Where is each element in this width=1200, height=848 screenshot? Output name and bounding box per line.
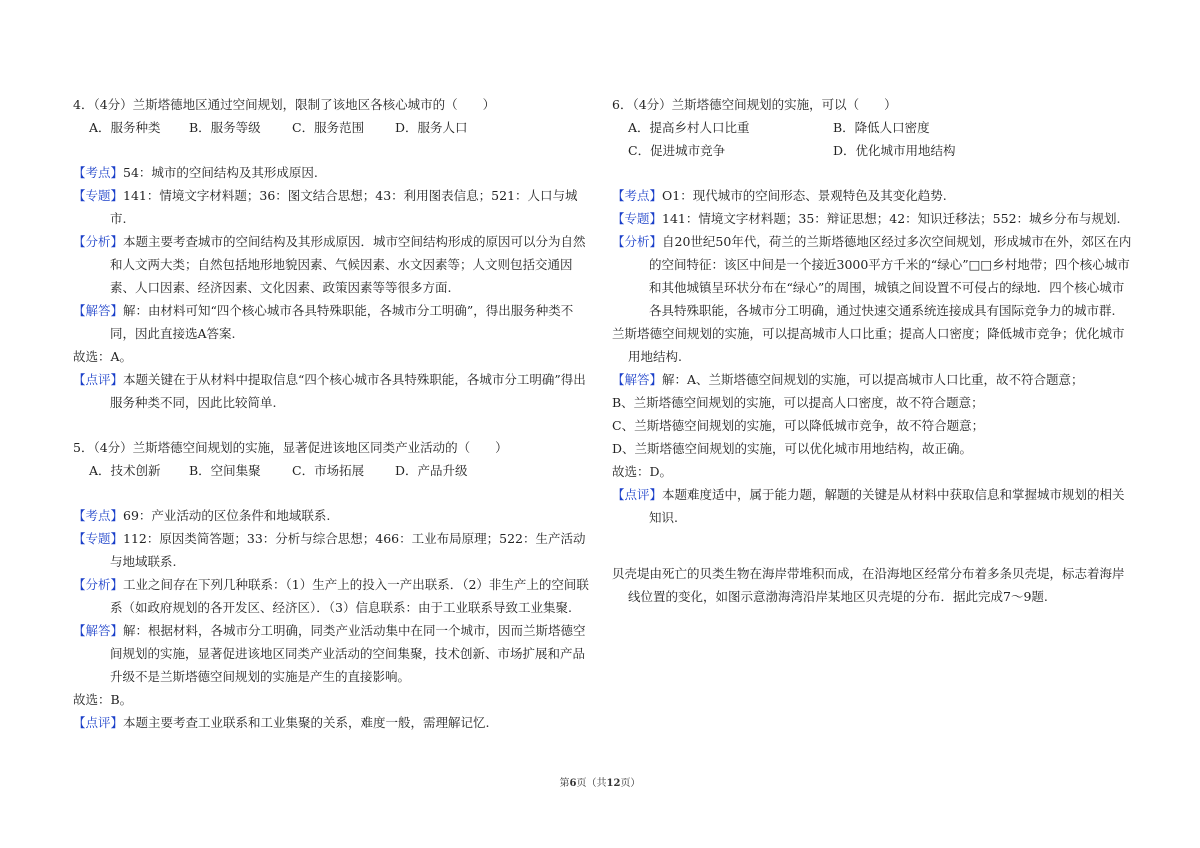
option-a: A．服务种类 <box>89 120 161 135</box>
zhuanti-tag: 【专题】 <box>73 531 124 546</box>
question-text: 4．（4分）兰斯塔德地区通过空间规划，限制了该地区各核心城市的（ ） <box>73 97 496 112</box>
dianping-tag: 【点评】 <box>73 372 124 387</box>
option-c: C．市场拓展 <box>292 463 365 478</box>
question-5 <box>73 436 593 734</box>
options-row-1 <box>612 116 1132 139</box>
fenxi-text: 本题主要考查城市的空间结构及其形成原因．城市空间结构形成的原因可以分为自然和人文两大类；自然包括地形地貌因素、气候因素、水文因素等；人文则包括交通因素、人口因素、经济因素、文化因素、政策因素等等很多方面. <box>110 234 586 295</box>
left-column <box>73 93 593 734</box>
jieda-tag: 【解答】 <box>612 372 663 387</box>
question-text: 6．（4分）兰斯塔德空间规划的实施，可以（ ） <box>612 97 897 112</box>
option-b: B．服务等级 <box>189 120 261 135</box>
zhuanti-tag: 【专题】 <box>612 211 663 226</box>
kaodian-text: O1：现代城市的空间形态、景观特色及其变化趋势. <box>662 188 947 203</box>
kaodian <box>612 184 1132 207</box>
options-row-2 <box>612 139 1132 162</box>
options <box>73 116 593 139</box>
question-4 <box>73 93 593 414</box>
page-footer <box>0 774 1200 789</box>
fenxi-extra: 兰斯塔德空间规划的实施，可以提高城市人口比重；提高人口密度；降低城市竞争；优化城市用地结构. <box>612 326 1125 364</box>
jieda-text: 解：根据材料，各城市分工明确，同类产业活动集中在同一个城市，因而兰斯塔德空间规划的实施，显著促进该地区同类产业活动的空间集聚，技术创新、市场扩展和产品升级不是兰斯塔德空间规划的实施是产生的直接影响。 <box>110 623 586 684</box>
answer: 故选：D。 <box>612 464 673 479</box>
zhuanti-tag: 【专题】 <box>73 188 124 203</box>
kaodian-text: 54：城市的空间结构及其形成原因. <box>123 165 318 180</box>
jieda <box>612 368 1132 391</box>
fenxi-tag: 【分析】 <box>612 234 663 249</box>
jieda-d: D、兰斯塔德空间规划的实施，可以优化城市用地结构，故正确。 <box>612 441 973 456</box>
kaodian-tag: 【考点】 <box>73 508 124 523</box>
jieda-b: B、兰斯塔德空间规划的实施，可以提高人口密度，故不符合题意； <box>612 395 984 410</box>
option-b: B．空间集聚 <box>189 463 261 478</box>
kaodian-text: 69：产业活动的区位条件和地域联系. <box>123 508 331 523</box>
option-d: D．优化城市用地结构 <box>833 143 956 158</box>
zhuanti <box>73 527 593 573</box>
fenxi-tag: 【分析】 <box>73 577 124 592</box>
kaodian-tag: 【考点】 <box>612 188 663 203</box>
dianping-tag: 【点评】 <box>612 487 663 502</box>
footer-middle: 页（共 <box>576 778 607 789</box>
footer-prefix: 第 <box>559 778 570 789</box>
jieda-tag: 【解答】 <box>73 623 124 638</box>
passage-intro: 贝壳堤由死亡的贝类生物在海岸带堆积而成，在沿海地区经常分布着多条贝壳堤，标志着海岸线位置的变化，如图示意渤海湾沿岸某地区贝壳堤的分布．据此完成7～9题. <box>612 566 1125 604</box>
zhuanti-text: 141：情境文字材料题；36：图文结合思想；43：利用图表信息；521：人口与城市. <box>110 188 578 226</box>
jieda <box>73 299 593 345</box>
option-d: D．产品升级 <box>395 463 468 478</box>
dianping-text: 本题主要考查工业联系和工业集聚的关系，难度一般，需理解记忆. <box>123 715 490 730</box>
fenxi <box>73 230 593 299</box>
option-d: D．服务人口 <box>395 120 468 135</box>
fenxi <box>73 573 593 619</box>
dianping-tag: 【点评】 <box>73 715 124 730</box>
dianping-text: 本题难度适中，属于能力题，解题的关键是从材料中获取信息和掌握城市规划的相关知识. <box>649 487 1125 525</box>
option-c: C．促进城市竞争 <box>628 143 726 158</box>
jieda-c: C、兰斯塔德空间规划的实施，可以降低城市竞争，故不符合题意； <box>612 418 985 433</box>
dianping <box>612 483 1132 529</box>
fenxi <box>612 230 1132 322</box>
jieda-text: 解：由材料可知“四个核心城市各具特殊职能，各城市分工明确”，得出服务种类不同，因此直接选A答案. <box>110 303 574 341</box>
right-column <box>612 93 1132 608</box>
jieda <box>73 619 593 688</box>
dianping-text: 本题关键在于从材料中提取信息“四个核心城市各具特殊职能，各城市分工明确”得出服务种类不同，因此比较简单. <box>110 372 586 410</box>
zhuanti-text: 112：原因类简答题；33：分析与综合思想；466：工业布局原理；522：生产活动与地域联系. <box>110 531 586 569</box>
option-c: C．服务范围 <box>292 120 365 135</box>
zhuanti-text: 141：情境文字材料题；35：辩证思想；42：知识迁移法；552：城乡分布与规划. <box>662 211 1121 226</box>
fenxi-text: 自20世纪50年代，荷兰的兰斯塔德地区经过多次空间规划，形成城市在外，郊区在内的空间特征：该区中间是一个接近3000平方千米的“绿心”□□乡村地带；四个核心城市和其他城镇呈环状分布在“绿心”的周围，城镇之间设置不可侵占的绿地．四个核心城市各具特殊职能，各城市分工明确，通过快速交通系统连接成具有国际竞争力的城市群. <box>649 234 1132 318</box>
question-6 <box>612 93 1132 529</box>
zhuanti <box>73 184 593 230</box>
zhuanti <box>612 207 1132 230</box>
page-number: 6 <box>569 778 577 789</box>
fenxi-tag: 【分析】 <box>73 234 124 249</box>
option-a: A．提高乡村人口比重 <box>628 120 750 135</box>
dianping <box>73 368 593 414</box>
jieda-text: 解：A、兰斯塔德空间规划的实施，可以提高城市人口比重，故不符合题意； <box>662 372 1084 387</box>
dianping <box>73 711 593 734</box>
question-text: 5．（4分）兰斯塔德空间规划的实施，显著促进该地区同类产业活动的（ ） <box>73 440 508 455</box>
fenxi-text: 工业之间存在下列几种联系：（1）生产上的投入一产出联系．（2）非生产上的空间联系（如政府规划的各开发区、经济区）．（3）信息联系：由于工业联系导致工业集聚. <box>110 577 589 615</box>
kaodian <box>73 161 593 184</box>
answer: 故选：B。 <box>73 692 133 707</box>
kaodian-tag: 【考点】 <box>73 165 124 180</box>
options <box>73 459 593 482</box>
total-pages: 12 <box>606 778 621 789</box>
jieda-tag: 【解答】 <box>73 303 124 318</box>
footer-suffix: 页） <box>620 778 641 789</box>
answer: 故选：A。 <box>73 349 133 364</box>
kaodian <box>73 504 593 527</box>
option-b: B．降低人口密度 <box>833 120 930 135</box>
option-a: A．技术创新 <box>89 463 161 478</box>
